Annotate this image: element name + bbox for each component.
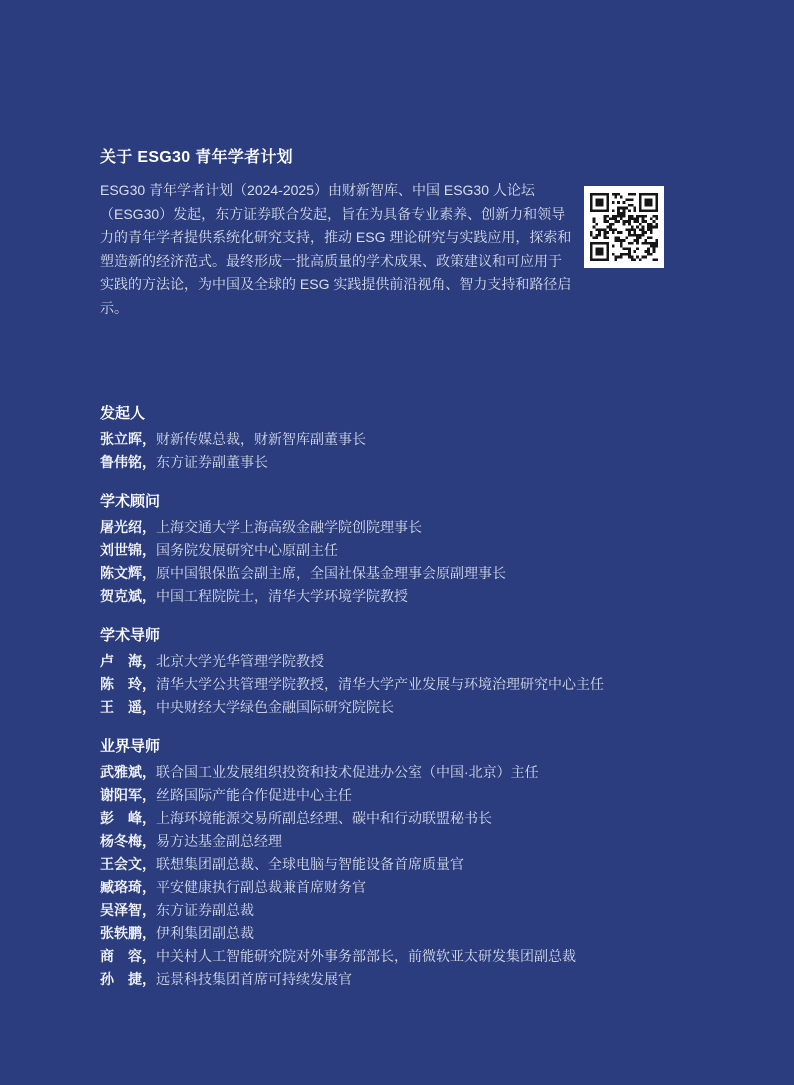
person-row [100, 650, 740, 673]
person-separator: ， [142, 764, 156, 780]
page-title: 关于 ESG30 青年学者计划 [100, 149, 293, 166]
person-separator: ， [142, 948, 156, 964]
section [100, 736, 740, 991]
person-row [100, 451, 740, 474]
person-desc: 北京大学光华管理学院教授 [156, 653, 324, 669]
section-title: 发起人 [100, 405, 146, 422]
person-desc: 东方证券副董事长 [156, 454, 268, 470]
person-row [100, 696, 740, 719]
person-separator: ， [142, 787, 156, 803]
person-name: 刘世锦 [100, 542, 142, 558]
person-desc: 清华大学公共管理学院教授，清华大学产业发展与环境治理研究中心主任 [156, 676, 604, 692]
person-desc: 易方达基金副总经理 [156, 833, 282, 849]
people-list [100, 516, 740, 608]
section [100, 625, 740, 719]
person-row [100, 585, 740, 608]
person-desc: 原中国银保监会副主席，全国社保基金理事会原副理事长 [156, 565, 506, 581]
person-row [100, 830, 740, 853]
person-desc: 平安健康执行副总裁兼首席财务官 [156, 879, 366, 895]
person-name: 张轶鹏 [100, 925, 142, 941]
person-name: 卢 海 [100, 653, 142, 669]
person-separator: ， [142, 519, 156, 535]
person-name: 商 容 [100, 948, 142, 964]
people-list [100, 650, 740, 719]
person-name: 吴泽智 [100, 902, 142, 918]
people-list [100, 428, 740, 474]
person-separator: ， [142, 902, 156, 918]
section-title: 学术导师 [100, 627, 161, 644]
person-row [100, 673, 740, 696]
sections-container [100, 403, 740, 1008]
person-row [100, 562, 740, 585]
person-name: 谢阳军 [100, 787, 142, 803]
person-row [100, 784, 740, 807]
person-name: 陈文辉 [100, 565, 142, 581]
person-desc: 上海环境能源交易所副总经理、碳中和行动联盟秘书长 [156, 810, 492, 826]
person-row [100, 853, 740, 876]
person-separator: ， [142, 454, 156, 470]
person-desc: 联合国工业发展组织投资和技术促进办公室（中国·北京）主任 [156, 764, 539, 780]
person-row [100, 922, 740, 945]
person-name: 屠光绍 [100, 519, 142, 535]
person-separator: ， [142, 856, 156, 872]
person-separator: ， [142, 810, 156, 826]
person-row [100, 876, 740, 899]
person-separator: ， [142, 653, 156, 669]
person-row [100, 807, 740, 830]
person-desc: 中国工程院院士，清华大学环境学院教授 [156, 588, 408, 604]
person-separator: ， [142, 588, 156, 604]
person-desc: 联想集团副总裁、全球电脑与智能设备首席质量官 [156, 856, 464, 872]
person-desc: 国务院发展研究中心原副主任 [156, 542, 338, 558]
person-row [100, 899, 740, 922]
person-desc: 东方证券副总裁 [156, 902, 254, 918]
person-name: 臧珞琦 [100, 879, 142, 895]
person-desc: 财新传媒总裁，财新智库副董事长 [156, 431, 366, 447]
person-row [100, 968, 740, 991]
qr-code-icon [584, 186, 664, 268]
person-name: 张立晖 [100, 431, 142, 447]
person-separator: ， [142, 676, 156, 692]
person-desc: 中央财经大学绿色金融国际研究院院长 [156, 699, 394, 715]
person-row [100, 945, 740, 968]
person-row [100, 516, 740, 539]
person-separator: ， [142, 431, 156, 447]
about-paragraph: ESG30 青年学者计划（2024-2025）由财新智库、中国 ESG30 人论坛（ESG30）发起，东方证券联合发起，旨在为具备专业素养、创新力和领导力的青年学者提供系统化研究支持，推动 ESG 理论研究与实践应用，探索和塑造新的经济范式。最终形成一批高质量的学术成果、政策建议和可应用于实践的方法论，为中国及全球的 ESG 实践提供前沿视角、智力支持和路径启示。 [100, 182, 572, 316]
person-row [100, 428, 740, 451]
people-list [100, 761, 740, 991]
section [100, 491, 740, 608]
person-name: 王 遥 [100, 699, 142, 715]
section-title: 学术顾问 [100, 493, 161, 510]
person-desc: 远景科技集团首席可持续发展官 [156, 971, 352, 987]
person-separator: ， [142, 833, 156, 849]
person-name: 武雅斌 [100, 764, 142, 780]
person-desc: 中关村人工智能研究院对外事务部部长，前微软亚太研发集团副总裁 [156, 948, 576, 964]
person-row [100, 539, 740, 562]
person-separator: ， [142, 925, 156, 941]
person-name: 鲁伟铭 [100, 454, 142, 470]
section-title: 业界导师 [100, 738, 161, 755]
person-desc: 丝路国际产能合作促进中心主任 [156, 787, 352, 803]
person-name: 王会文 [100, 856, 142, 872]
person-name: 彭 峰 [100, 810, 142, 826]
section [100, 403, 740, 474]
person-separator: ， [142, 542, 156, 558]
person-name: 贺克斌 [100, 588, 142, 604]
person-desc: 伊利集团副总裁 [156, 925, 254, 941]
person-separator: ， [142, 879, 156, 895]
person-name: 陈 玲 [100, 676, 142, 692]
person-separator: ， [142, 699, 156, 715]
person-name: 孙 捷 [100, 971, 142, 987]
person-desc: 上海交通大学上海高级金融学院创院理事长 [156, 519, 422, 535]
person-separator: ， [142, 565, 156, 581]
person-name: 杨冬梅 [100, 833, 142, 849]
person-separator: ， [142, 971, 156, 987]
person-row [100, 761, 740, 784]
